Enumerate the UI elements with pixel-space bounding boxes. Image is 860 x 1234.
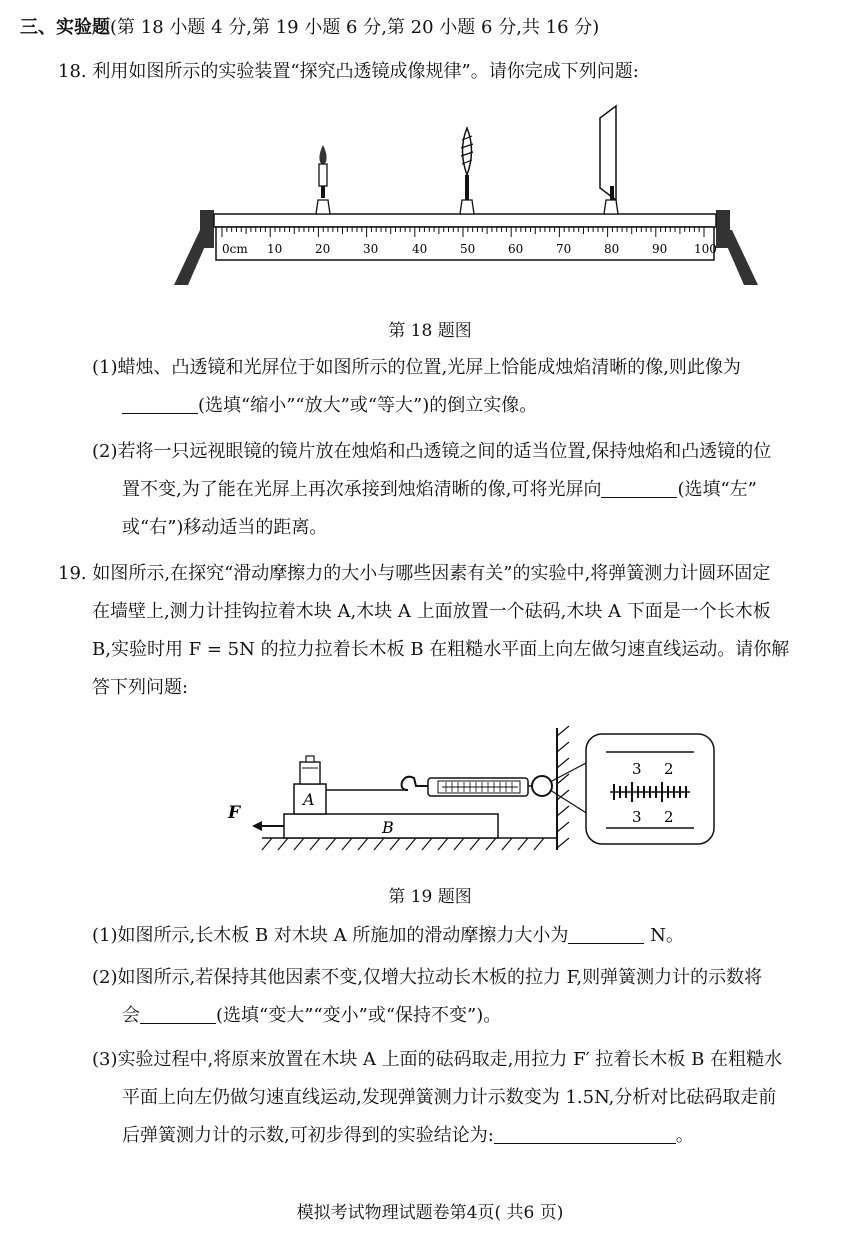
answer-blank-18-1[interactable]: [122, 395, 198, 414]
scale-bottom-2: 2: [664, 808, 674, 826]
candle-icon: [316, 145, 330, 214]
q19-part1: [92, 924, 684, 948]
q18-part1-line2: [122, 394, 537, 418]
scale-ring-icon: [532, 776, 552, 796]
weight-icon: [300, 756, 320, 784]
ruler-label-80: 80: [604, 242, 620, 256]
q19-part2-text-a: 会: [122, 1005, 140, 1026]
q18-part2-text-b: (选填“左”: [677, 479, 757, 500]
q18-stem: 18. 利用如图所示的实验装置“探究凸透镜成像规律”。请你完成下列问题:: [58, 61, 639, 82]
q19-part3-text-b: 。: [675, 1125, 694, 1146]
q19-part3-line3: [122, 1124, 694, 1148]
scale-top-3: 3: [632, 760, 642, 778]
q18-part2-text-a: 置不变,为了能在光屏上再次承接到烛焰清晰的像,可将光屏向: [122, 479, 602, 500]
spring-scale: [428, 776, 552, 796]
ground-hatching: [262, 838, 544, 850]
label-a: A: [303, 790, 315, 809]
q19-stem-line2: 在墙壁上,测力计挂钩拉着木块 A,木块 A 上面放置一个砝码,木块 A 下面是一个长木板: [92, 601, 771, 622]
answer-blank-19-3[interactable]: [494, 1125, 676, 1144]
q19-stem-line4: 答下列问题:: [92, 677, 189, 698]
ruler-label-100: 100: [694, 242, 717, 256]
hook-icon: [402, 777, 428, 790]
q18-caption: 第 18 题图: [388, 321, 472, 341]
q19-part1-text-a: (1)如图所示,长木板 B 对木块 A 所施加的滑动摩擦力大小为: [92, 925, 569, 946]
convex-lens-icon: [460, 128, 474, 214]
q19-part3-line1: (3)实验过程中,将原来放置在木块 A 上面的砝码取走,用拉力 F′ 拉着长木板 B 在粗糙水: [92, 1049, 783, 1070]
answer-blank-19-2[interactable]: [140, 1005, 216, 1024]
q18-part1-line1: (1)蜡烛、凸透镜和光屏位于如图所示的位置,光屏上恰能成烛焰清晰的像,则此像为: [92, 357, 741, 378]
scale-top-2: 2: [664, 760, 674, 778]
q19-part1-text-b: N。: [650, 925, 684, 946]
q19-part2-line2: [122, 1004, 501, 1028]
section-label: 三、实验题: [20, 17, 110, 38]
ruler-label-90: 90: [652, 242, 668, 256]
optical-bench: [214, 214, 716, 227]
label-f: F: [228, 803, 241, 823]
q19-part3-line2: 平面上向左仍做匀速直线运动,发现弹簧测力计示数变为 1.5N,分析对比砝码取走前: [122, 1087, 777, 1108]
q19-part2-line1: (2)如图所示,若保持其他因素不变,仅增大拉动长木板的拉力 F,则弹簧测力计的示数将: [92, 967, 763, 988]
page-footer: 模拟考试物理试题卷第4页( 共6 页): [296, 1203, 564, 1223]
ruler-label-10: 10: [267, 242, 283, 256]
q19-figure: [222, 718, 722, 868]
left-end-block: [200, 210, 214, 248]
ruler-label-60: 60: [508, 242, 524, 256]
answer-blank-18-2[interactable]: [601, 479, 677, 498]
q18-part2-line3: 或“右”)移动适当的距离。: [122, 517, 328, 538]
ruler-label-70: 70: [556, 242, 572, 256]
q18-part1-text: (选填“缩小”“放大”或“等大”)的倒立实像。: [198, 395, 538, 416]
q18-part2-line1: (2)若将一只远视眼镜的镜片放在烛焰和凸透镜之间的适当位置,保持烛焰和凸透镜的位: [92, 441, 772, 462]
q19-stem-line1: 19. 如图所示,在探究“滑动摩擦力的大小与哪些因素有关”的实验中,将弹簧测力计圆环固定: [58, 563, 771, 584]
answer-blank-19-1[interactable]: [568, 925, 644, 944]
scale-bottom-3: 3: [632, 808, 642, 826]
q18-figure: [170, 100, 760, 310]
label-b: B: [382, 818, 394, 837]
ruler-label-0: 0cm: [222, 242, 248, 256]
section-header: [20, 16, 599, 40]
light-screen-icon: [600, 106, 618, 214]
right-end-block: [716, 210, 730, 248]
ruler-label-50: 50: [460, 242, 476, 256]
ruler-label-30: 30: [363, 242, 379, 256]
section-note: (第 18 小题 4 分,第 19 小题 6 分,第 20 小题 6 分,共 16 分): [110, 17, 600, 38]
ruler-label-20: 20: [315, 242, 331, 256]
q19-part3-text-a: 后弹簧测力计的示数,可初步得到的实验结论为:: [122, 1125, 494, 1146]
q19-caption: 第 19 题图: [388, 887, 472, 907]
q18-part2-line2: [122, 478, 757, 502]
q19-part2-text-b: (选填“变大”“变小”或“保持不变”)。: [216, 1005, 502, 1026]
ruler-label-40: 40: [412, 242, 428, 256]
wall-hatching: [557, 726, 569, 848]
q19-stem-line3: B,实验时用 F = 5N 的拉力拉着长木板 B 在粗糙水平面上向左做匀速直线运动。请你解: [92, 639, 790, 660]
